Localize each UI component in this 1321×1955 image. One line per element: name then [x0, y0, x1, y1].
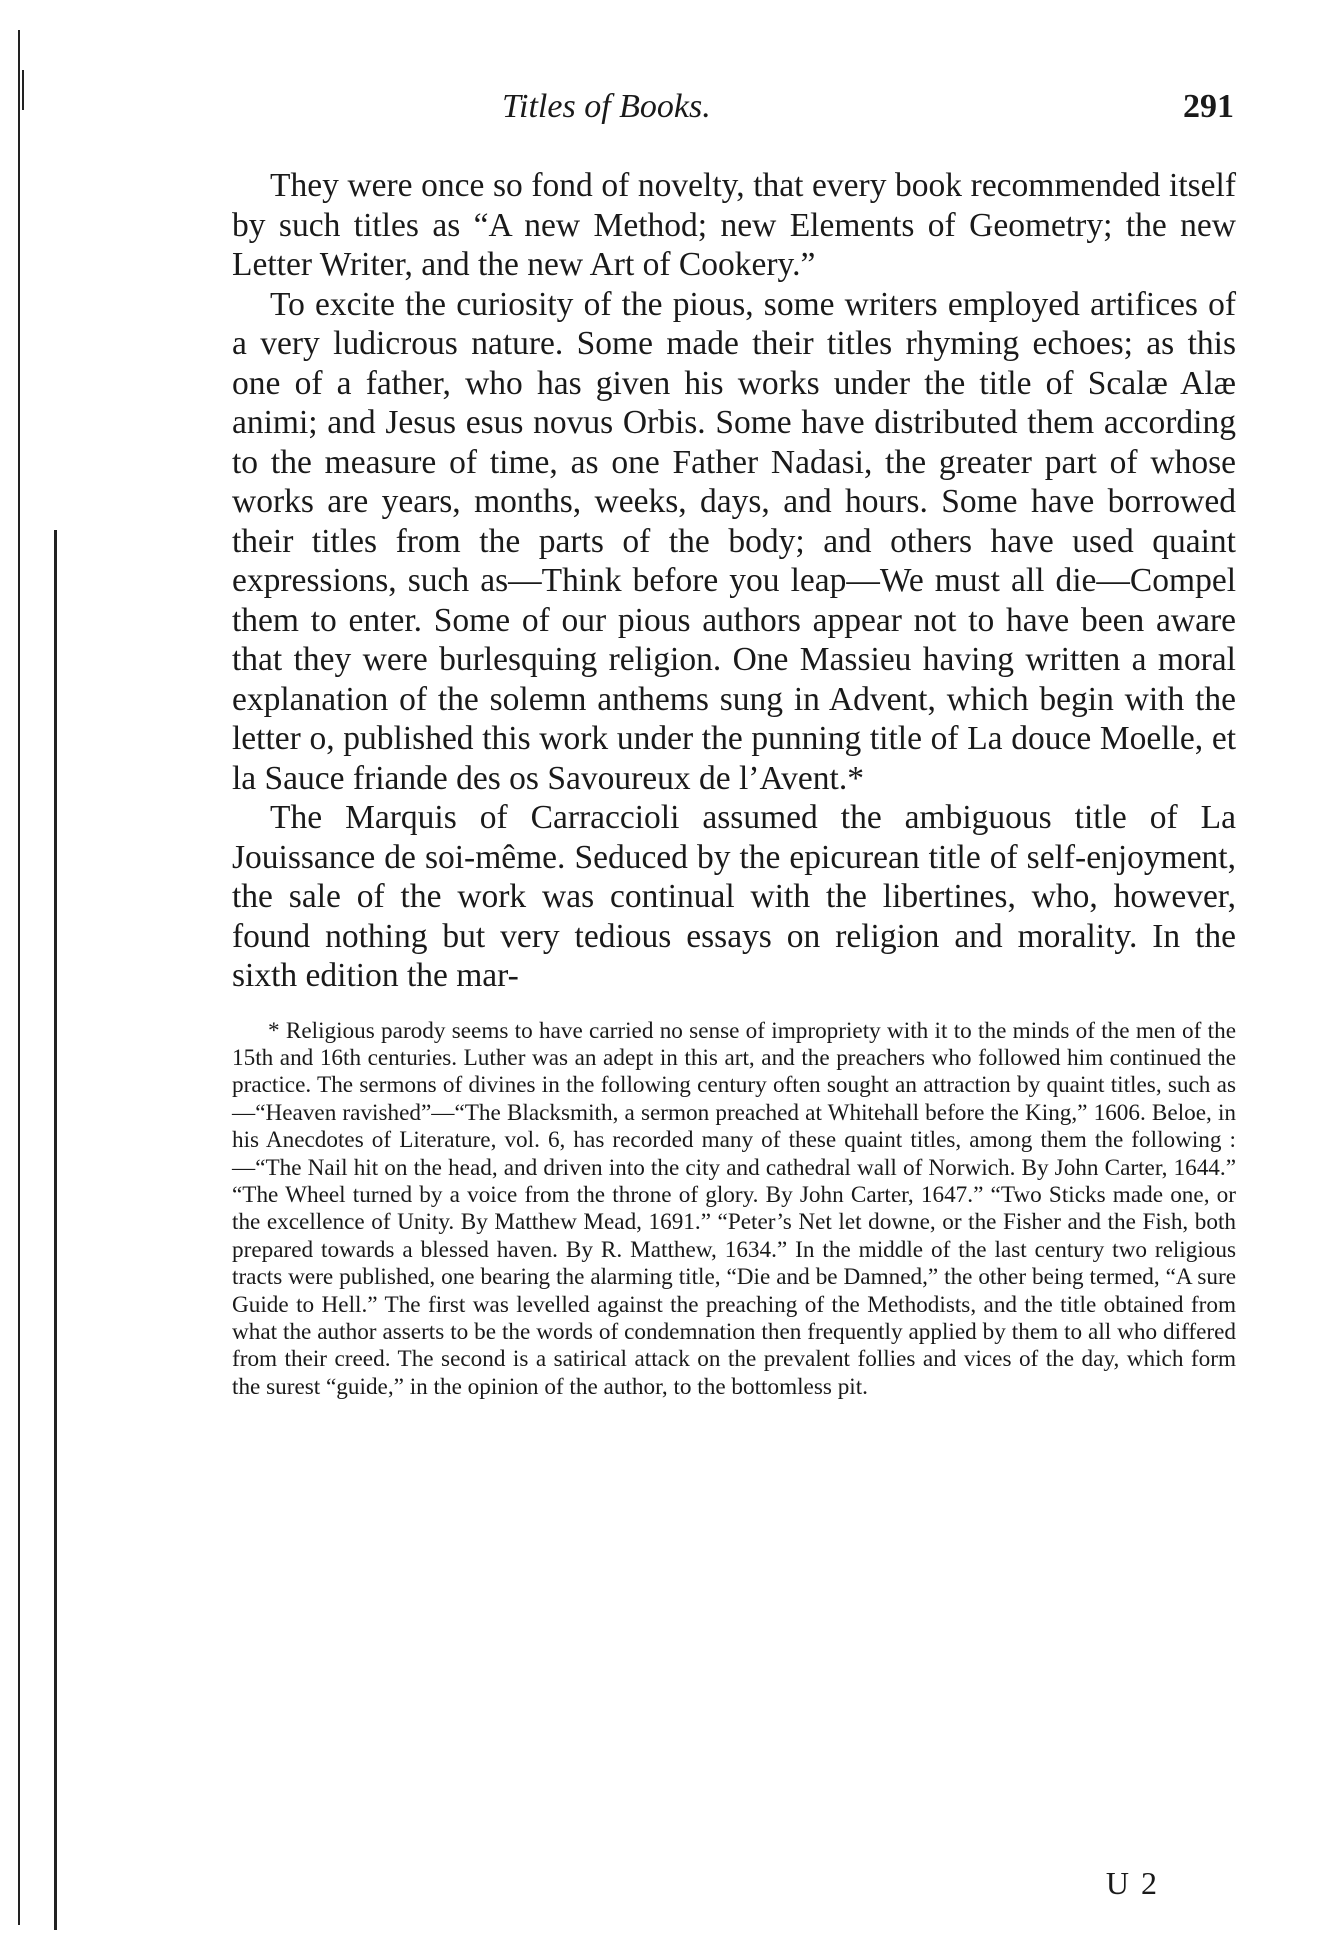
- running-title: Titles of Books.: [502, 88, 711, 125]
- binding-line: [18, 30, 20, 1925]
- main-text: [232, 166, 1236, 996]
- book-page: [232, 88, 1236, 1401]
- binding-line: [54, 530, 57, 1930]
- binding-line: [22, 70, 24, 110]
- footnote-text: * Religious parody seems to have carried no sense of impropriety with it to the minds of the men of the 15th and 16th centuries. Luther was an adept in this art, and the preachers who followed him continued the practice. The sermons of divines in the following century often sought an attraction by quaint titles, such as—“Heaven ravished”—“The Blacksmith, a sermon preached at Whitehall before the King,” 1606. Beloe, in his Anecdotes of Literature, vol. 6, has recorded many of these quaint titles, among them the following :—“The Nail hit on the head, and driven into the city and cathedral wall of Norwich. By John Carter, 1644.” “The Wheel turned by a voice from the throne of glory. By John Carter, 1647.” “Two Sticks made one, or the excellence of Unity. By Matthew Mead, 1691.” “Peter’s Net let downe, or the Fisher and the Fish, both prepared towards a blessed haven. By R. Matthew, 1634.” In the middle of the last century two religious tracts were published, one bearing the alarming title, “Die and be Damned,” the other being termed, “A sure Guide to Hell.” The first was levelled against the preaching of the Methodists, and the title obtained from what the author asserts to be the words of condemnation then frequently applied by them to all who differed from their creed. The second is a satirical attack on the prevalent follies and vices of the day, which form the surest “guide,” in the opinion of the author, to the bottomless pit.: [232, 1017, 1236, 1400]
- footnote: [232, 1018, 1236, 1402]
- book-binding-edge: [0, 0, 70, 1955]
- running-header: [232, 88, 1236, 138]
- paragraph: To excite the curiosity of the pious, some writers employed artifices of a very ludicrous nature. Some made their titles rhyming echoes; as this one of a father, who has given his works under the title of Scalæ Alæ animi; and Jesus esus novus Orbis. Some have distributed them according to the measure of time, as one Father Nadasi, the greater part of whose works are years, months, weeks, days, and hours. Some have borrowed their titles from the parts of the body; and others have used quaint expressions, such as—Think before you leap—We must all die—Compel them to enter. Some of our pious authors appear not to have been aware that they were burlesquing religion. One Massieu having written a moral explanation of the solemn anthems sung in Advent, which begin with the letter o, published this work under the punning title of La douce Moelle, et la Sauce friande des os Savoureux de l’Avent.*: [232, 285, 1236, 797]
- signature-mark: U 2: [1105, 1865, 1159, 1901]
- page-number: 291: [1183, 88, 1234, 125]
- paragraph: The Marquis of Carraccioli assumed the ambiguous title of La Jouissance de soi-même. Seduced by the epicurean title of self-enjoyment, the sale of the work was continual with the libertines, who, however, found nothing but very tedious essays on religion and morality. In the sixth edition the mar-: [232, 799, 1236, 994]
- paragraph: They were once so fond of novelty, that every book recommended itself by such titles as “A new Method; new Elements of Geometry; the new Letter Writer, and the new Art of Cookery.”: [232, 167, 1236, 283]
